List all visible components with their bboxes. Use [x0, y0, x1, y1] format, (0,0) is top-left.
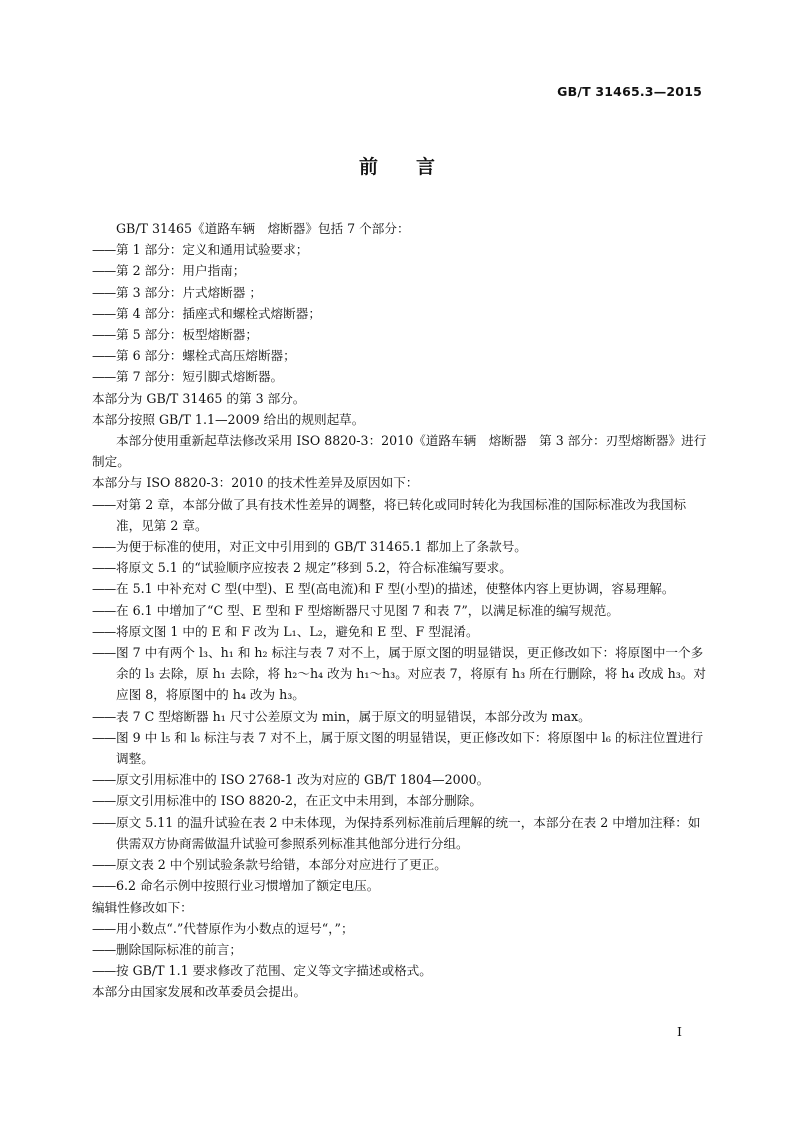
list-item: —— 为便于标准的使用，对正文中引用到的 GB/T 31465.1 都加上了条款号。	[92, 539, 527, 555]
list-item: —— 对第 2 章，本部分做了具有技术性差异的调整，将已转化或同时转化为我国标准的国际标准改为我国标准，见第 2 章。	[92, 496, 687, 533]
list-item: —— 原文 5.11 的温升试验在表 2 中未体现，为保持系列标准前后理解的统一，本部分在表 2 中增加注释：如供需双方协商需做温升试验可参照系列标准其他部分进行分组。	[92, 814, 701, 851]
foreword-body	[92, 218, 708, 1003]
paragraph-differences-intro: 本部分与 ISO 8820-3：2010 的技术性差异及原因如下：	[92, 475, 419, 491]
paragraph-adoption: 本部分使用重新起草法修改采用 ISO 8820-3：2010《道路车辆 熔断器 第 3 部分：刃型熔断器》进行制定。	[92, 433, 707, 470]
list-item: —— 将原文图 1 中的 E 和 F 改为 L₁、L₂，避免和 E 型、F 型混淆。	[92, 623, 479, 639]
paragraph-intro: GB/T 31465《道路车辆 熔断器》包括 7 个部分：	[116, 221, 410, 236]
list-item: —— 第 6 部分：螺栓式高压熔断器；	[92, 348, 296, 364]
page-title: 前言	[358, 156, 473, 178]
list-item: —— 第 4 部分：插座式和螺栓式熔断器；	[92, 305, 321, 321]
paragraph-part-statement: 本部分为 GB/T 31465 的第 3 部分。	[92, 390, 306, 406]
differences-list	[92, 494, 708, 897]
list-item: —— 原文表 2 中个别试验条款号给错，本部分对应进行了更正。	[92, 857, 447, 873]
list-item: —— 图 7 中有两个 l₃、h₁ 和 h₂ 标注与表 7 对不上，属于原文图的明显错误，更正修改如下：将原图中一个多余的 l₃ 去除，原 h₁ 去除，将 h₂～h₄ 改为 h₁～h₃。对应表 7，将原有 h₃ 所在行删除，将 h₄ 改成 h₃。对应图 8，将原图中的 h₄ 改为 h₃。	[92, 645, 706, 703]
page-number: I	[677, 1024, 682, 1039]
list-item: —— 原文引用标准中的 ISO 2768-1 改为对应的 GB/T 1804—2000。	[92, 772, 490, 788]
list-item: —— 第 3 部分：片式熔断器 ；	[92, 284, 262, 300]
list-item: —— 6.2 命名示例中按照行业习惯增加了额定电压。	[92, 878, 380, 894]
paragraph-editorial-intro: 编辑性修改如下：	[92, 899, 193, 915]
edits-list	[92, 918, 708, 982]
list-item: —— 将原文 5.1 的“试验顺序应按表 2 规定”移到 5.2，符合标准编写要求。	[92, 560, 512, 576]
list-item: —— 用小数点“.”代替原作为小数点的逗号“，”；	[92, 920, 354, 936]
paragraph-proposer: 本部分由国家发展和改革委员会提出。	[92, 984, 307, 1000]
list-item: —— 按 GB/T 1.1 要求修改了范围、定义等文字描述或格式。	[92, 963, 432, 979]
list-item: —— 第 5 部分：板型熔断器；	[92, 327, 258, 343]
paragraph-drafting-rules: 本部分按照 GB/T 1.1—2009 给出的规则起草。	[92, 411, 365, 427]
list-item: —— 图 9 中 l₅ 和 l₆ 标注与表 7 对不上，属于原文图的明显错误，更正修改如下：将原图中 l₆ 的标注位置进行调整。	[92, 729, 704, 767]
list-item: —— 原文引用标准中的 ISO 8820-2，在正文中未用到，本部分删除。	[92, 793, 482, 809]
parts-list	[92, 239, 708, 387]
list-item: —— 删除国际标准的前言；	[92, 941, 242, 957]
list-item: —— 表 7 C 型熔断器 h₁ 尺寸公差原文为 min，属于原文的明显错误，本部分改为 max。	[92, 708, 591, 724]
list-item: —— 第 1 部分：定义和通用试验要求；	[92, 242, 309, 258]
standard-code-header: GB/T 31465.3—2015	[557, 84, 702, 99]
list-item: —— 第 7 部分：短引脚式熔断器。	[92, 369, 284, 385]
list-item: —— 第 2 部分：用户指南；	[92, 263, 246, 279]
list-item: —— 在 5.1 中补充对 C 型(中型)、E 型(高电流)和 F 型(小型)的描述，使整体内容上更协调，容易理解。	[92, 581, 675, 597]
list-item: —— 在 6.1 中增加了“C 型、E 型和 F 型熔断器尺寸见图 7 和表 7”，以满足标准的编写规范。	[92, 602, 619, 618]
